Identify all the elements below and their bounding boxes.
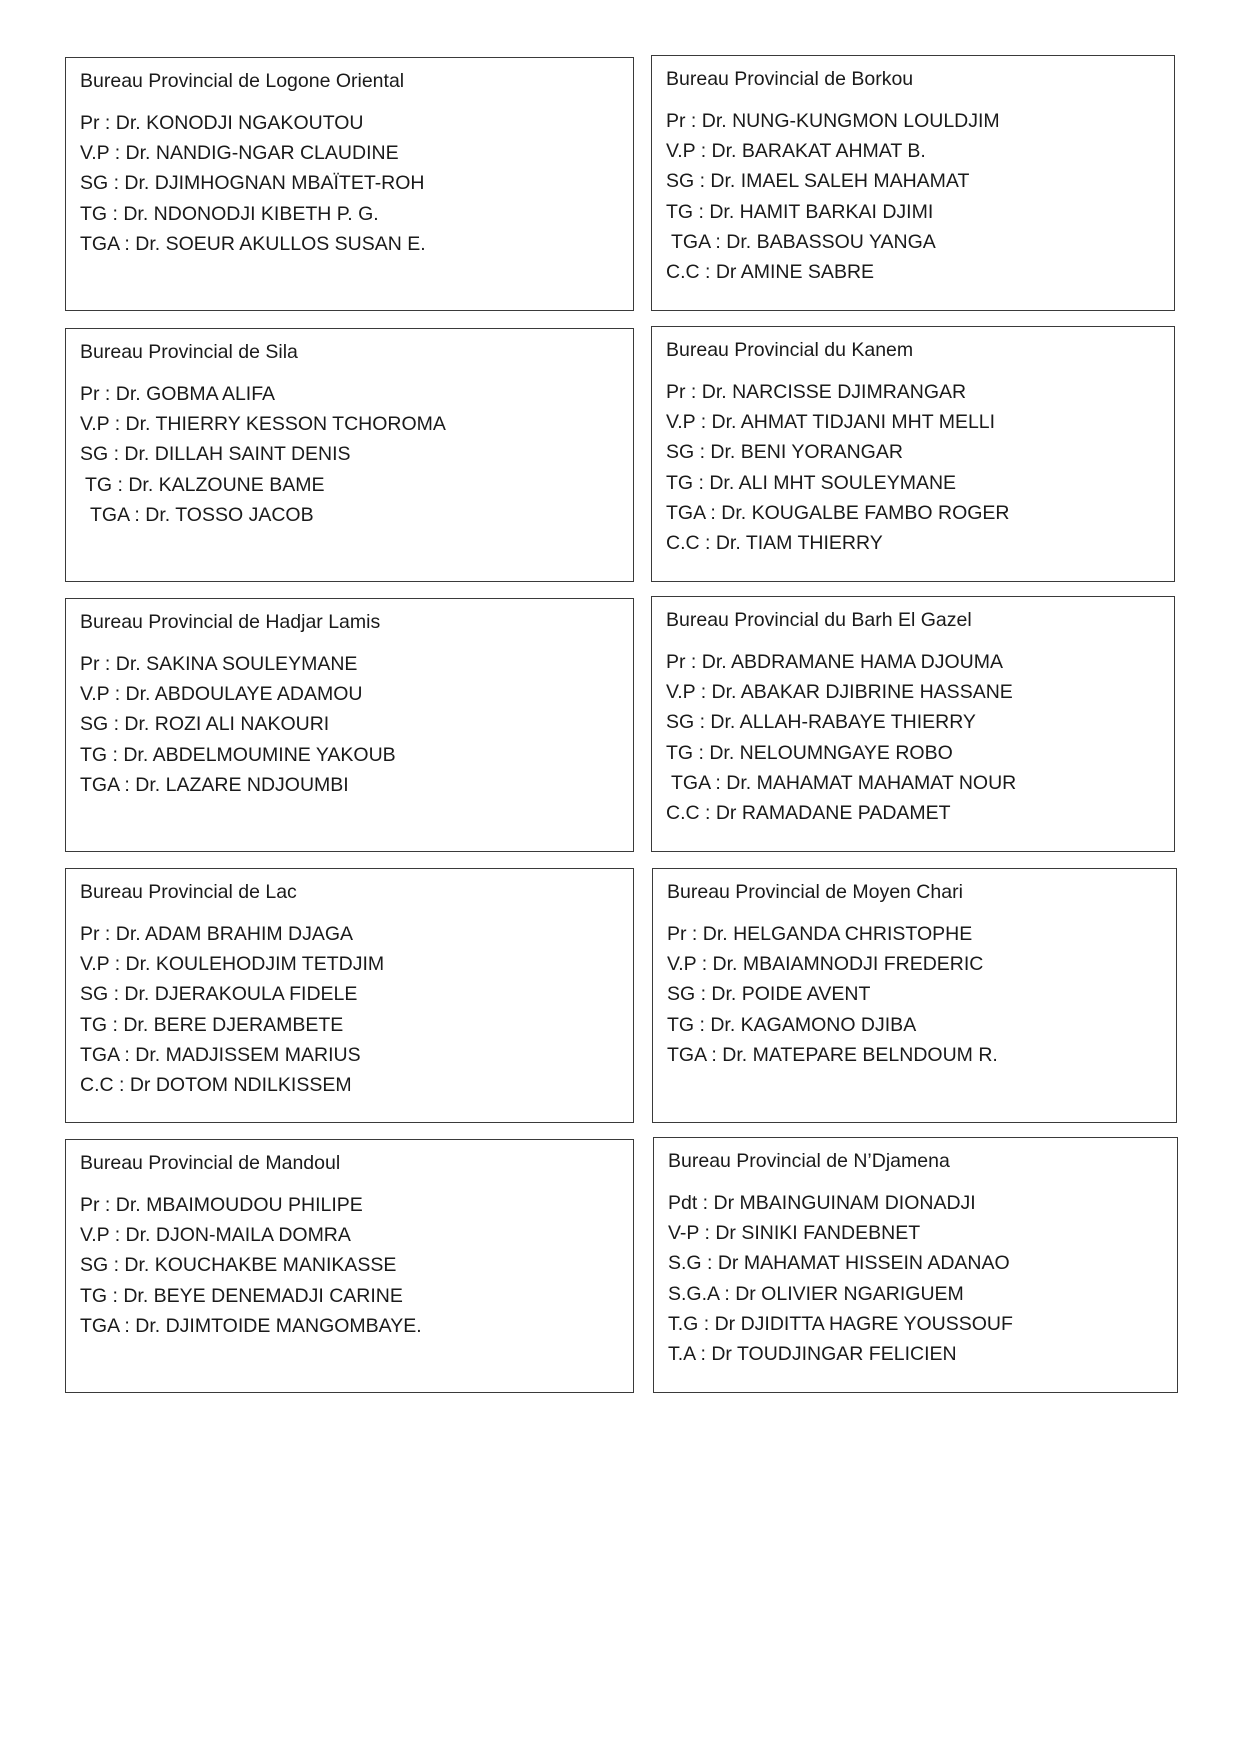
member-line: C.C : Dr AMINE SABRE xyxy=(666,261,875,284)
member-line: TG : Dr. NELOUMNGAYE ROBO xyxy=(666,741,953,764)
bureau-title: Bureau Provincial du Kanem xyxy=(666,339,914,361)
member-line: V.P : Dr. ABAKAR DJIBRINE HASSANE xyxy=(666,681,1013,704)
member-line: SG : Dr. ALLAH-RABAYE THIERRY xyxy=(666,711,976,734)
member-line: T.G : Dr DJIDITTA HAGRE YOUSSOUF xyxy=(668,1312,1013,1335)
member-line: V.P : Dr. KOULEHODJIM TETDJIM xyxy=(80,953,385,976)
member-line: SG : Dr. DJERAKOULA FIDELE xyxy=(80,983,358,1006)
member-line: C.C : Dr DOTOM NDILKISSEM xyxy=(80,1074,352,1097)
member-line: SG : Dr. IMAEL SALEH MAHAMAT xyxy=(666,170,970,193)
member-line: TGA : Dr. DJIMTOIDE MANGOMBAYE. xyxy=(80,1314,422,1337)
bureau-title: Bureau Provincial de N’Djamena xyxy=(668,1150,950,1172)
member-line: SG : Dr. BENI YORANGAR xyxy=(666,441,903,464)
member-line: TG : Dr. KALZOUNE BAME xyxy=(85,473,325,496)
bureau-ndjamena xyxy=(653,1137,1178,1393)
member-line: Pdt : Dr MBAINGUINAM DIONADJI xyxy=(668,1192,976,1214)
member-line: SG : Dr. ROZI ALI NAKOURI xyxy=(80,713,330,736)
member-line: Pr : Dr. ADAM BRAHIM DJAGA xyxy=(80,923,354,945)
bureau-title: Bureau Provincial de Logone Oriental xyxy=(80,70,405,92)
bureau-title: Bureau Provincial de Moyen Chari xyxy=(667,881,963,903)
bureau-hadjar-lamis xyxy=(65,598,634,852)
bureau-title: Bureau Provincial de Hadjar Lamis xyxy=(80,611,381,633)
member-line: S.G : Dr MAHAMAT HISSEIN ADANAO xyxy=(668,1252,1010,1275)
member-line: Pr : Dr. NARCISSE DJIMRANGAR xyxy=(666,381,967,403)
member-line: SG : Dr. DILLAH SAINT DENIS xyxy=(80,443,351,466)
member-line: TGA : Dr. MAHAMAT MAHAMAT NOUR xyxy=(671,771,1017,794)
member-line: TGA : Dr. MATEPARE BELNDOUM R. xyxy=(667,1043,998,1066)
member-line: TG : Dr. ALI MHT SOULEYMANE xyxy=(666,471,957,494)
member-line: T.A : Dr TOUDJINGAR FELICIEN xyxy=(668,1343,957,1366)
member-line: SG : Dr. KOUCHAKBE MANIKASSE xyxy=(80,1254,397,1277)
bureau-borkou xyxy=(651,55,1175,311)
bureau-title: Bureau Provincial de Sila xyxy=(80,341,298,363)
member-line: TGA : Dr. LAZARE NDJOUMBI xyxy=(80,773,349,796)
member-line: V.P : Dr. BARAKAT AHMAT B. xyxy=(666,140,926,163)
member-line: Pr : Dr. MBAIMOUDOU PHILIPE xyxy=(80,1194,363,1216)
member-line: V.P : Dr. NANDIG-NGAR CLAUDINE xyxy=(80,142,399,165)
member-line: S.G.A : Dr OLIVIER NGARIGUEM xyxy=(668,1282,964,1305)
member-line: TGA : Dr. TOSSO JACOB xyxy=(90,503,314,526)
bureau-sila xyxy=(65,328,634,582)
member-line: TGA : Dr. MADJISSEM MARIUS xyxy=(80,1043,361,1066)
bureau-title: Bureau Provincial de Borkou xyxy=(666,68,914,90)
bureau-lac xyxy=(65,868,634,1123)
member-line: Pr : Dr. GOBMA ALIFA xyxy=(80,383,276,405)
member-line: SG : Dr. DJIMHOGNAN MBAÏTET-ROH xyxy=(80,172,425,195)
bureau-title: Bureau Provincial du Barh El Gazel xyxy=(666,609,972,631)
bureau-logone-oriental xyxy=(65,57,634,311)
member-line: C.C : Dr RAMADANE PADAMET xyxy=(666,802,951,825)
member-line: TG : Dr. KAGAMONO DJIBA xyxy=(667,1013,917,1036)
member-line: TG : Dr. BEYE DENEMADJI CARINE xyxy=(80,1284,403,1307)
member-line: TG : Dr. BERE DJERAMBETE xyxy=(80,1013,344,1036)
member-line: V.P : Dr. THIERRY KESSON TCHOROMA xyxy=(80,413,446,436)
member-line: TGA : Dr. BABASSOU YANGA xyxy=(671,230,936,253)
member-line: TG : Dr. ABDELMOUMINE YAKOUB xyxy=(80,743,396,766)
member-line: TGA : Dr. KOUGALBE FAMBO ROGER xyxy=(666,501,1010,524)
bureau-title: Bureau Provincial de Mandoul xyxy=(80,1152,341,1174)
member-line: TGA : Dr. SOEUR AKULLOS SUSAN E. xyxy=(80,232,426,255)
member-line: TG : Dr. HAMIT BARKAI DJIMI xyxy=(666,200,934,223)
member-line: C.C : Dr. TIAM THIERRY xyxy=(666,532,883,555)
bureau-barh-el-gazel xyxy=(651,596,1175,852)
member-line: Pr : Dr. KONODJI NGAKOUTOU xyxy=(80,112,364,134)
member-line: V.P : Dr. MBAIAMNODJI FREDERIC xyxy=(667,953,984,976)
member-line: Pr : Dr. SAKINA SOULEYMANE xyxy=(80,653,358,675)
member-line: V.P : Dr. AHMAT TIDJANI MHT MELLI xyxy=(666,411,996,434)
member-line: Pr : Dr. HELGANDA CHRISTOPHE xyxy=(667,923,973,945)
member-line: SG : Dr. POIDE AVENT xyxy=(667,983,871,1006)
member-line: Pr : Dr. ABDRAMANE HAMA DJOUMA xyxy=(666,651,1003,673)
bureau-title: Bureau Provincial de Lac xyxy=(80,881,297,903)
member-line: TG : Dr. NDONODJI KIBETH P. G. xyxy=(80,202,379,225)
member-line: V.P : Dr. ABDOULAYE ADAMOU xyxy=(80,683,363,706)
bureau-mandoul xyxy=(65,1139,634,1393)
member-line: V.P : Dr. DJON-MAILA DOMRA xyxy=(80,1224,351,1247)
member-line: V-P : Dr SINIKI FANDEBNET xyxy=(668,1222,921,1245)
bureau-moyen-chari xyxy=(652,868,1177,1123)
member-line: Pr : Dr. NUNG-KUNGMON LOULDJIM xyxy=(666,110,1000,132)
bureau-kanem xyxy=(651,326,1175,582)
